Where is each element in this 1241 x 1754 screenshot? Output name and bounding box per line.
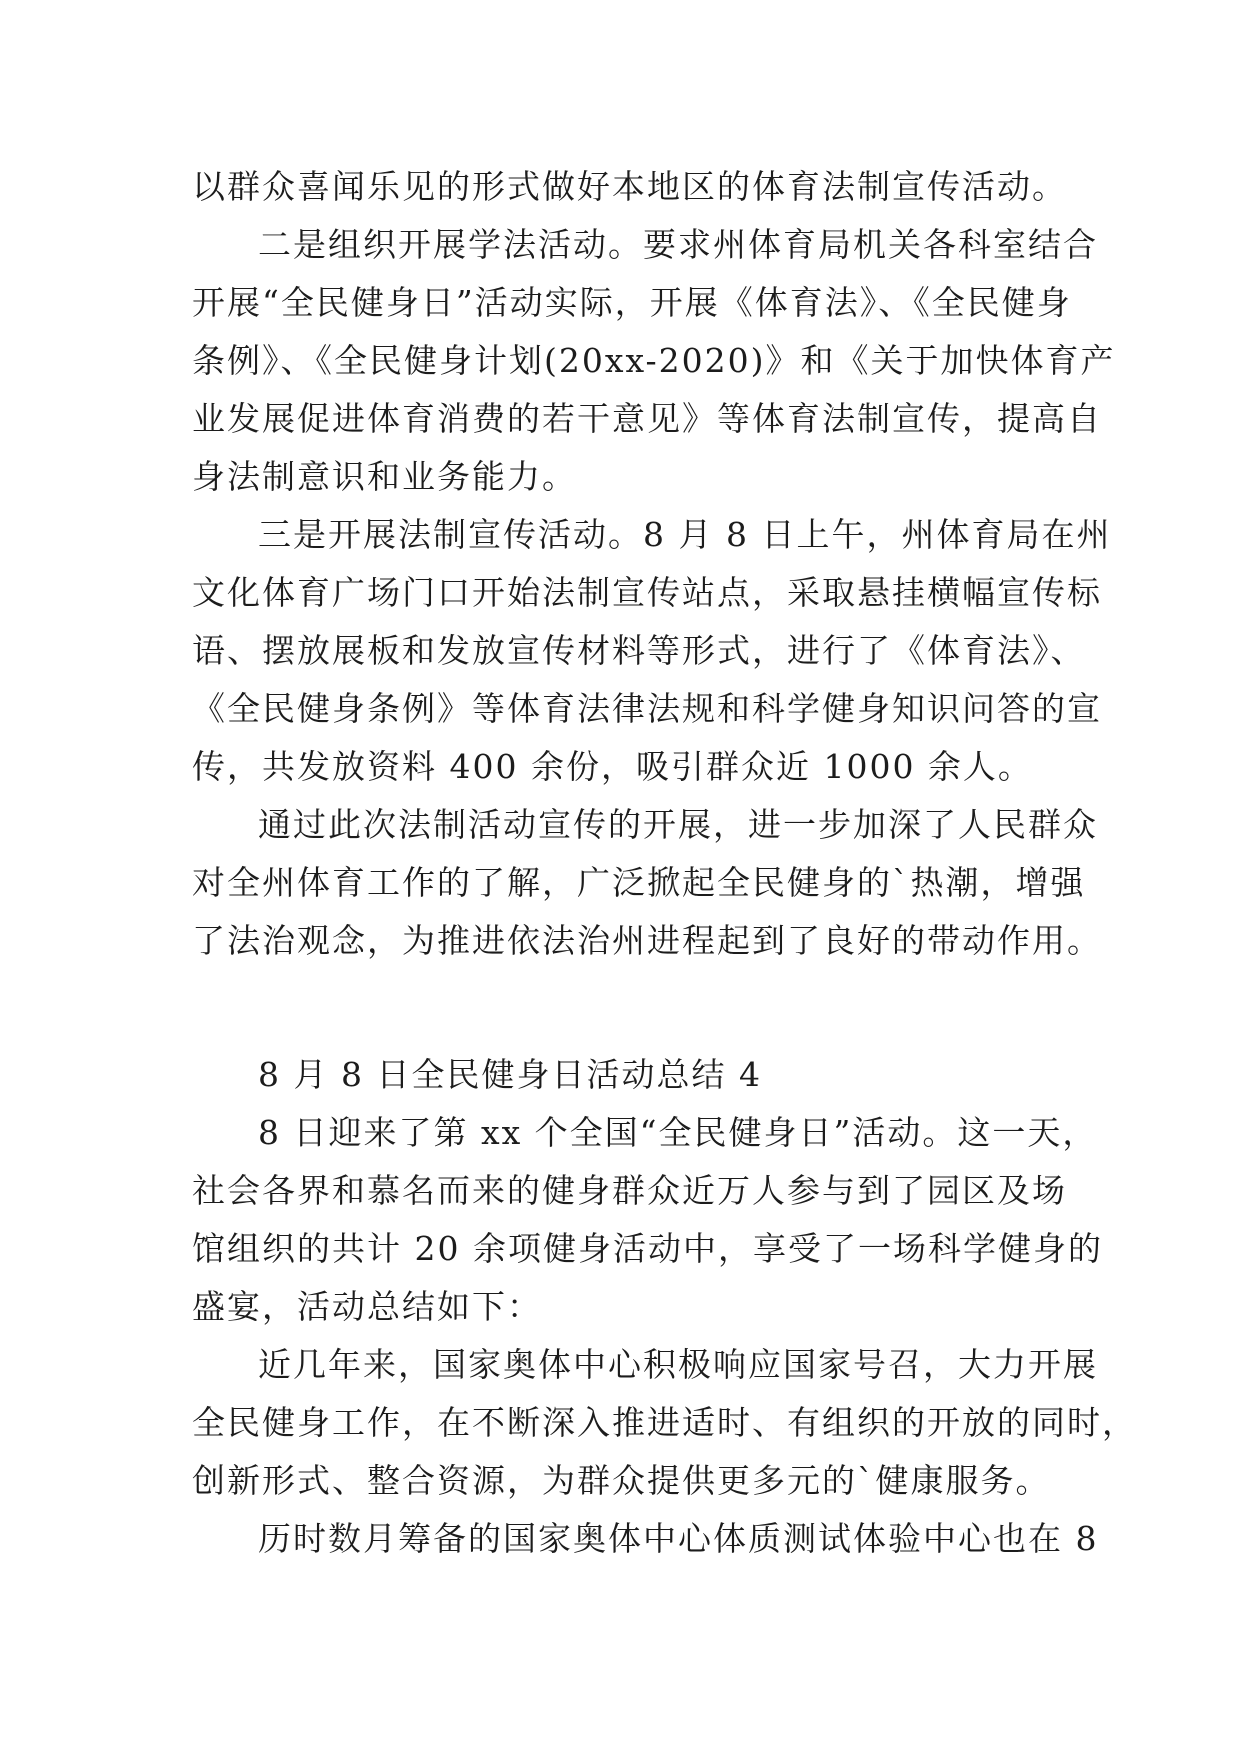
paragraph-study-law bbox=[192, 216, 1116, 506]
text-line: 馆组织的共计 20 余项健身活动中，享受了一场科学健身的 bbox=[192, 1229, 1103, 1268]
section-heading: 8 月 8 日全民健身日活动总结 4 bbox=[258, 1055, 762, 1094]
text-line: 盛宴，活动总结如下： bbox=[192, 1287, 542, 1326]
text-line: 了法治观念，为推进依法治州进程起到了良好的带动作用。 bbox=[192, 921, 1102, 960]
text-line: 传，共发放资料 400 余份，吸引群众近 1000 余人。 bbox=[192, 747, 1033, 786]
text-line: 《全民健身条例》等体育法律法规和科学健身知识问答的宣 bbox=[192, 689, 1102, 728]
text-line: 身法制意识和业务能力。 bbox=[192, 457, 577, 496]
text-line: 三是开展法制宣传活动。8 月 8 日上午，州体育局在州 bbox=[258, 515, 1112, 554]
text-line: 创新形式、整合资源，为群众提供更多元的`健康服务。 bbox=[192, 1461, 1051, 1500]
section-gap bbox=[192, 970, 1082, 1046]
text-line: 语、摆放展板和发放宣传材料等形式，进行了《体育法》、 bbox=[192, 631, 1086, 670]
text-line: 通过此次法制活动宣传的开展，进一步加深了人民群众 bbox=[258, 805, 1098, 844]
text-line: 社会各界和慕名而来的健身群众近万人参与到了园区及场 bbox=[192, 1171, 1067, 1210]
text-line: 以群众喜闻乐见的形式做好本地区的体育法制宣传活动。 bbox=[192, 167, 1067, 206]
paragraph-fitness-center bbox=[192, 1510, 1099, 1568]
text-line: 条例》、《全民健身计划(20xx-2020)》和《关于加快体育产 bbox=[192, 341, 1116, 380]
text-line: 文化体育广场门口开始法制宣传站点，采取悬挂横幅宣传标 bbox=[192, 573, 1102, 612]
text-line: 对全州体育工作的了解，广泛掀起全民健身的`热潮，增强 bbox=[192, 863, 1086, 902]
document-body bbox=[192, 158, 1137, 1568]
text-line: 二是组织开展学法活动。要求州体育局机关各科室结合 bbox=[258, 225, 1098, 264]
text-line: 历时数月筹备的国家奥体中心体质测试体验中心也在 8 bbox=[258, 1519, 1099, 1558]
paragraph-conclusion bbox=[192, 796, 1102, 970]
text-line: 业发展促进体育消费的若干意见》等体育法制宣传，提高自 bbox=[192, 399, 1102, 438]
text-line: 开展“全民健身日”活动实际，开展《体育法》、《全民健身 bbox=[192, 283, 1072, 322]
paragraph-recent-years bbox=[192, 1336, 1137, 1510]
paragraph-publicity bbox=[192, 506, 1112, 796]
text-line: 近几年来，国家奥体中心积极响应国家号召，大力开展 bbox=[258, 1345, 1098, 1384]
text-line: 8 日迎来了第 xx 个全国“全民健身日”活动。这一天， bbox=[258, 1113, 1098, 1152]
text-line: 全民健身工作，在不断深入推进适时、有组织的开放的同时， bbox=[192, 1403, 1137, 1442]
paragraph-intro bbox=[192, 1104, 1103, 1336]
paragraph-continuation bbox=[192, 158, 1082, 216]
